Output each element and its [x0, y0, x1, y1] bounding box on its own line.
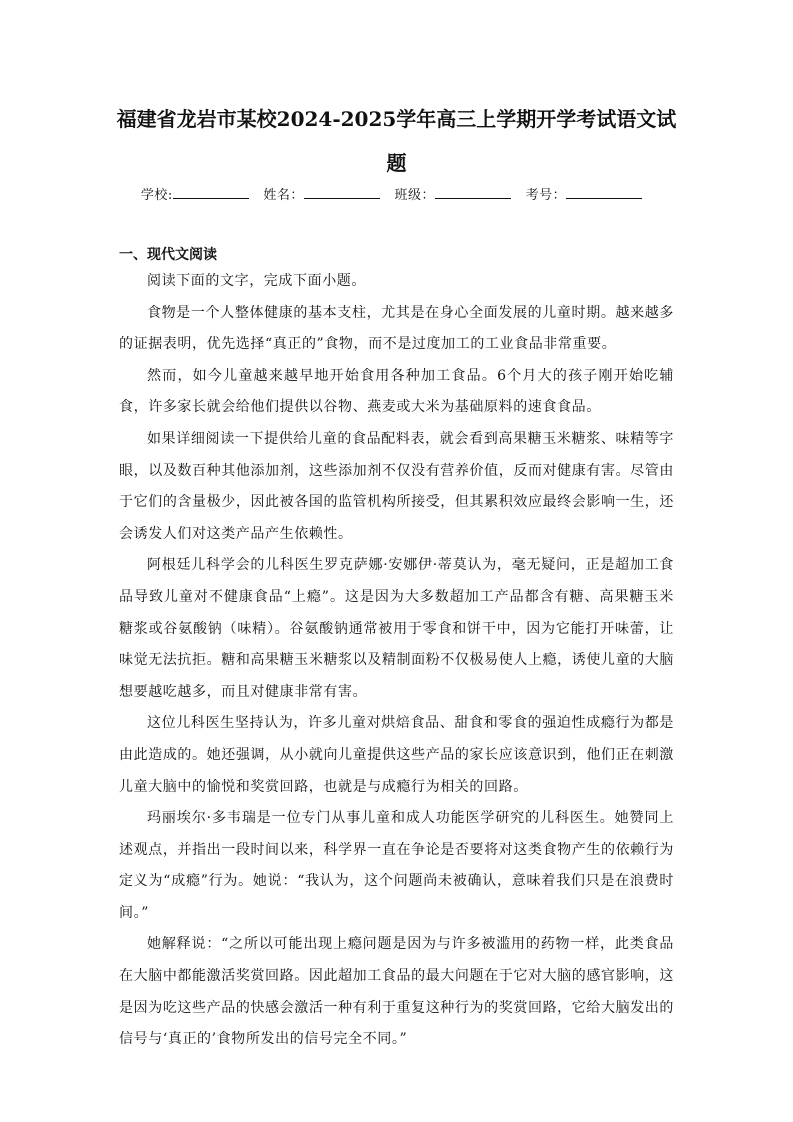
school-label: 学校: [140, 188, 173, 203]
name-label: 姓名： [263, 188, 304, 203]
exam-number-label: 考号： [525, 188, 567, 203]
passage-paragraph: 如果详细阅读一下提供给儿童的食品配料表，就会看到高果糖玉米糖浆、味精等字眼，以及数百种其他添加剂，这些添加剂不仅没有营养价值，反而对健康有害。尽管由于它们的含量极少，因此被各国的监管机构所接受，但其累积效应最终会影响一生，还会诱发人们对这类产品产生依赖性。 [119, 430, 674, 542]
student-info-row [0, 184, 793, 203]
exam-title-line1: 福建省龙岩市某校2024-2025学年高三上学期开学考试语文试 [116, 107, 677, 131]
passage-paragraph: 她解释说：“之所以可能出现上瘾问题是因为与许多被滥用的药物一样，此类食品在大脑中都能激活奖赏回路。因此超加工食品的最大问题在于它对大脑的感官影响，这是因为吃这些产品的快感会激活一种有利于重复这种行为的奖赏回路，它给大脑发出的信号与‘真正的’食物所发出的信号完全不同。” [119, 936, 674, 1048]
passage-paragraph: 玛丽埃尔·多韦瑞是一位专门从事儿童和成人功能医学研究的儿科医生。她赞同上述观点，并指出一段时间以来，科学界一直在争论是否要将对这类食物产生的依赖行为定义为“成瘾”行为。她说：“我认为，这个问题尚未被确认，意味着我们只是在浪费时间。” [119, 810, 674, 921]
passage-paragraph: 阿根廷儿科学会的儿科医生罗克萨娜·安娜伊·蒂莫认为，毫无疑问，正是超加工食品导致儿童对不健康食品“上瘾”。这是因为大多数超加工产品都含有糖、高果糖玉米糖浆或谷氨酸钠（味精）。谷氨酸钠通常被用于零食和饼干中，因为它能打开味蕾，让味觉无法抗拒。糖和高果糖玉米糖浆以及精制面粉不仅极易使人上瘾，诱使儿童的大脑想要越吃越多，而且对健康非常有害。 [119, 557, 674, 700]
passage-paragraph: 食物是一个人整体健康的基本支柱，尤其是在身心全面发展的儿童时期。越来越多的证据表明，优先选择“真正的”食物，而不是过度加工的工业食品非常重要。 [119, 304, 674, 353]
instruction-paragraph: 阅读下面的文字，完成下面小题。 [147, 273, 366, 289]
school-blank[interactable] [173, 186, 249, 199]
class-blank[interactable] [435, 186, 511, 199]
section-heading: 一、现代文阅读 [119, 247, 217, 263]
passage-paragraph: 然而，如今儿童越来越早地开始食用各种加工食品。6个月大的孩子刚开始吃辅食，许多家长就会给他们提供以谷物、燕麦或大米为基础原料的速食食品。 [119, 367, 674, 416]
reading-passage [119, 266, 674, 1056]
exam-number-blank[interactable] [566, 186, 642, 199]
passage-paragraph: 这位儿科医生坚持认为，许多儿童对烘焙食品、甜食和零食的强迫性成瘾行为都是由此造成的。她还强调，从小就向儿童提供这些产品的家长应该意识到，他们正在刺激儿童大脑中的愉悦和奖赏回路，也就是与成瘾行为相关的回路。 [119, 715, 674, 795]
exam-title-line2: 题 [386, 151, 407, 175]
name-blank[interactable] [304, 186, 380, 199]
class-label: 班级： [394, 188, 436, 203]
